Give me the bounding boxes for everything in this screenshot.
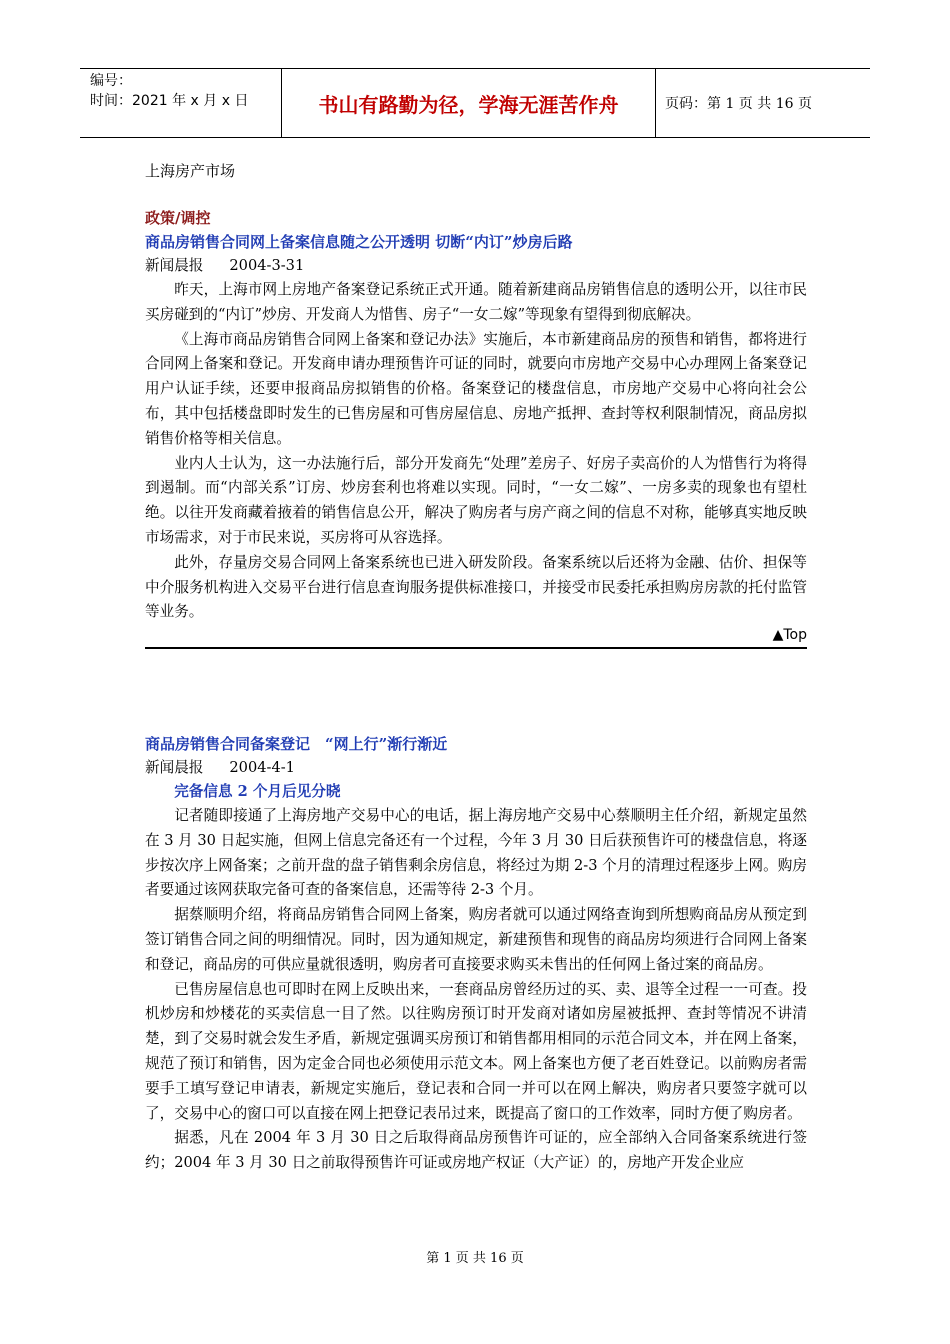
- document-title: 上海房产市场: [145, 162, 236, 180]
- paragraph: 据悉，凡在 2004 年 3 月 30 日之后取得商品房预售许可证的，应全部纳入合同备案系统进行签约；2004 年 3 月 30 日之前取得预售许可证或房地产权证（大产证）的，房地产开发企业应: [145, 1129, 807, 1172]
- article-1: [145, 206, 807, 649]
- header-meta: [80, 69, 282, 137]
- article-source: 新闻晨报: [145, 759, 204, 776]
- article-subheading: 完备信息 2 个月后见分晓: [174, 783, 341, 800]
- code-label: 编号：: [90, 73, 132, 89]
- article-title[interactable]: 商品房销售合同备案登记 “网上行”渐行渐近: [145, 735, 448, 753]
- article-date: 2004-3-31: [229, 257, 305, 274]
- article-2: [145, 732, 807, 1176]
- article-source: 新闻晨报: [145, 257, 204, 274]
- paragraph: 已售房屋信息也可即时在网上反映出来，一套商品房曾经历过的买、卖、退等全过程一一可查。投机炒房和炒楼花的买卖信息一目了然。以往购房预订时开发商对诸如房屋被抵押、查封等情况不讲清楚，到了交易时就会发生矛盾，新规定强调买房预订和销售都用相同的示范合同文本，并在网上备案，规范了预订和销售，因为定金合同也必须使用示范文本。网上备案也方便了老百姓登记。以前购房者需要手工填写登记申请表，新规定实施后，登记表和合同一并可以在网上解决，购房者只要签字就可以了，交易中心的窗口可以直接在网上把登记表吊过来，既提高了窗口的工作效率，同时方便了购房者。: [145, 980, 807, 1122]
- paragraph: 记者随即接通了上海房地产交易中心的电话，据上海房地产交易中心蔡顺明主任介绍，新规定虽然在 3 月 30 日起实施，但网上信息完备还有一个过程，今年 3 月 30 日后获预售许可的楼盘信息，将逐步按次序上网备案；之前开盘的盘子销售剩余房信息，将经过为期 2-3 个月的清理过程逐步上网。购房者要通过该网获取完备可查的备案信息，还需等待 2-3 个月。: [145, 807, 807, 899]
- time-label: 时间：2021 年 x 月 x 日: [90, 93, 249, 109]
- article-title[interactable]: 商品房销售合同网上备案信息随之公开透明 切断“内订”炒房后路: [145, 233, 573, 251]
- page-header: [80, 68, 870, 138]
- article-meta: [145, 756, 807, 780]
- paragraph: 据蔡顺明介绍，将商品房销售合同网上备案，购房者就可以通过网络查询到所想购商品房从预定到签订销售合同之间的明细情况。同时，因为通知规定，新建预售和现售的商品房均须进行合同网上备案和登记，商品房的可供应量就很透明，购房者可直接要求购买未售出的任何网上备过案的商品房。: [145, 906, 807, 973]
- paragraph: 此外，存量房交易合同网上备案系统也已进入研发阶段。备案系统以后还将为金融、估价、担保等中介服务机构进入交易平台进行信息查询服务提供标准接口，并接受市民委托承担购房房款的托付监管等业务。: [145, 553, 807, 621]
- header-motto: 书山有路勤为径，学海无涯苦作舟: [282, 69, 656, 137]
- section-category[interactable]: 政策/调控: [145, 209, 211, 227]
- header-page-info: 页码：第 1 页 共 16 页: [665, 96, 812, 112]
- paragraph: 业内人士认为，这一办法施行后，部分开发商先“处理”差房子、好房子卖高价的人为惜售行为将得到遏制。而“内部关系”订房、炒房套利也将难以实现。同时，“一女二嫁”、一房多卖的现象也有望杜绝。以往开发商藏着掖着的销售信息公开，解决了购房者与房产商之间的信息不对称，能够真实地反映市场需求，对于市民来说，买房将可从容选择。: [145, 454, 807, 546]
- article-date: 2004-4-1: [229, 759, 295, 776]
- back-to-top-link[interactable]: ▲Top: [772, 627, 807, 644]
- paragraph: 昨天，上海市网上房地产备案登记系统正式开通。随着新建商品房销售信息的透明公开，以往市民买房碰到的“内订”炒房、开发商人为惜售、房子“一女二嫁”等现象有望得到彻底解决。: [145, 281, 807, 323]
- page-footer: 第 1 页 共 16 页: [426, 1251, 524, 1266]
- section-divider: [145, 647, 807, 649]
- article-meta: [145, 254, 807, 278]
- paragraph: 《上海市商品房销售合同网上备案和登记办法》实施后，本市新建商品房的预售和销售，都将进行合同网上备案和登记。开发商申请办理预售许可证的同时，就要向市房地产交易中心办理网上备案登记用户认证手续，还要申报商品房拟销售的价格。备案登记的楼盘信息，市房地产交易中心将向社会公布，其中包括楼盘即时发生的已售房屋和可售房屋信息、房地产抵押、查封等权利限制情况，商品房拟销售价格等相关信息。: [145, 330, 807, 447]
